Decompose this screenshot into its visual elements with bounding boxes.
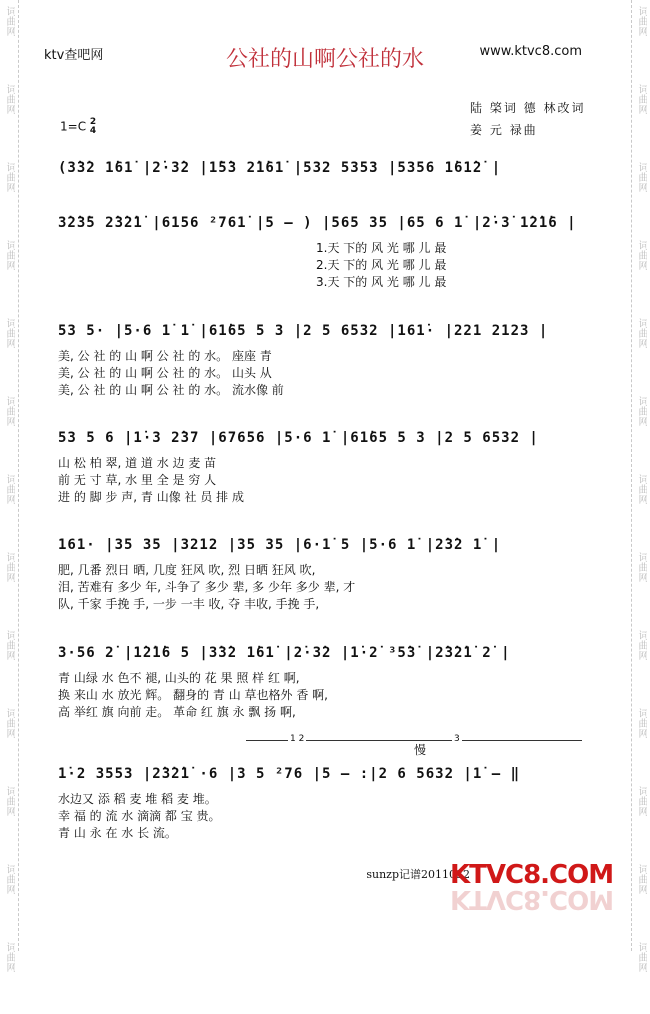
ktvc8-logo — [450, 860, 614, 926]
watermark-mark: 词曲网 — [636, 240, 647, 270]
lyric-line: 3.天 下的 风 光 哪 儿 最 — [316, 275, 447, 289]
site-url: www.ktvc8.com — [479, 44, 582, 59]
logo-reflection: KTVC8.COM — [450, 884, 614, 914]
lyric-line: 1.天 下的 风 光 哪 儿 最 — [316, 241, 447, 255]
score-row: 53 5 6 |1̇·3 2̇37 |67656 |5·6 1̇ |61̇65 5 3 |2 5 6532 | — [58, 430, 539, 446]
key-signature — [60, 118, 96, 136]
lyricist-credit: 陆 棨词 德 林改词 — [470, 101, 586, 115]
lyric-line: 肥, 几番 烈日 晒, 几度 狂风 吹, 烈 日晒 狂风 吹, — [58, 563, 316, 577]
watermark-mark: 词曲网 — [4, 786, 15, 816]
time-bottom: 4 — [89, 126, 97, 136]
lyric-line: 幸 福 的 流 水 滴滴 都 宝 贵。 — [58, 809, 221, 823]
watermark-mark: 词曲网 — [4, 240, 15, 270]
score-row: 3̇2̇3̇5 2̇3̇2̇1̇ |6156 ²761̇ |5 – ) |565 35 |65 6 1̇ |2̇·3̇ 1̇2̇1̇6 | — [58, 215, 577, 231]
score-row: 53 5· |5·6 1̇ 1̇ |61̇65 5 3 |2 5 6532 |161̇· |221 2123 | — [58, 323, 549, 339]
watermark-mark: 词曲网 — [636, 552, 647, 582]
lyric-line: 青 山绿 水 色不 褪, 山头的 花 果 照 样 红 啊, — [58, 671, 300, 685]
score-row: 1̇·2 3553 |2̇3̇2̇1̇ ·6 |3 5 ²76 |5 – :|2 6 5632 |1̇ – ‖ — [58, 766, 521, 782]
lyric-line: 换 来山 水 放光 辉。 翻身的 青 山 草也格外 香 啊, — [58, 688, 328, 702]
lyric-line: 美, 公 社 的 山 啊 公 社 的 水。 流水像 前 — [58, 383, 284, 397]
left-watermark-strip — [0, 0, 19, 972]
time-signature — [90, 118, 96, 136]
watermark-mark: 词曲网 — [636, 396, 647, 426]
lyric-line: 前 无 寸 草, 水 里 全 是 穷 人 — [58, 473, 217, 487]
watermark-mark: 词曲网 — [4, 942, 15, 972]
watermark-mark: 词曲网 — [636, 630, 647, 660]
credits — [470, 97, 585, 141]
watermark-mark: 词曲网 — [4, 552, 15, 582]
watermark-mark: 词曲网 — [4, 318, 15, 348]
lyric-line: 青 山 永 在 水 长 流。 — [58, 826, 177, 840]
score-row: (3̇3̇2 1̇61̇ |2̇·3̇2 |1̇5̇3 2̇1̇61̇ |532 5353 |5356 1̇61̇2̇ | — [58, 160, 502, 176]
volta-bracket-2 — [408, 740, 582, 741]
watermark-mark: 词曲网 — [4, 708, 15, 738]
watermark-mark: 词曲网 — [4, 162, 15, 192]
watermark-mark: 词曲网 — [636, 318, 647, 348]
brand-label: ktv查吧网 — [44, 48, 104, 63]
watermark-mark: 词曲网 — [636, 162, 647, 192]
watermark-mark: 词曲网 — [636, 6, 647, 36]
watermark-mark: 词曲网 — [4, 6, 15, 36]
right-watermark-strip — [631, 0, 650, 972]
song-title: 公社的山啊公社的水 — [225, 47, 424, 72]
watermark-mark: 词曲网 — [4, 396, 15, 426]
lyric-line: 队, 千家 手挽 手, 一步 一丰 收, 夺 丰收, 手挽 手, — [58, 597, 320, 611]
time-top: 2 — [89, 117, 97, 127]
watermark-mark: 词曲网 — [636, 84, 647, 114]
score-row: 161· |35 35 |3212 |35 35 |6·1̇ 5 |5·6 1̇ |2̇3̇2 1̇ | — [58, 537, 502, 553]
watermark-mark: 词曲网 — [4, 630, 15, 660]
lyric-line: 高 举红 旗 向前 走。 革命 红 旗 永 飘 扬 啊, — [58, 705, 296, 719]
lyric-line: 美, 公 社 的 山 啊 公 社 的 水。 山头 从 — [58, 366, 272, 380]
lyric-line: 水边又 添 稻 麦 堆 稻 麦 堆。 — [58, 792, 217, 806]
watermark-mark: 词曲网 — [4, 474, 15, 504]
volta-label-1: 1 2 — [290, 734, 305, 744]
composer-credit: 姜 元 禄曲 — [470, 123, 538, 137]
watermark-mark: 词曲网 — [636, 786, 647, 816]
lyric-line: 进 的 脚 步 声, 青 山像 社 员 排 成 — [58, 490, 244, 504]
watermark-mark: 词曲网 — [636, 942, 647, 972]
lyric-line: 泪, 苦难有 多少 年, 斗争了 多少 辈, 多 少年 多少 辈, 才 — [58, 580, 356, 594]
score-row: 3·56 2̇ |1̇2̇1̇6 5 |3̇3̇2 1̇61̇ |2̇·3̇2 |1̇·2̇ ³5̇3̇ |2̇3̇2̇1̇ 2̇ | — [58, 645, 511, 661]
notation-credit: sunzp记谱2011032 — [366, 868, 470, 881]
lyric-line: 2.天 下的 风 光 哪 儿 最 — [316, 258, 447, 272]
key-prefix: 1=C — [60, 119, 87, 134]
watermark-mark: 词曲网 — [636, 708, 647, 738]
lyric-line: 山 松 柏 翠, 道 道 水 边 麦 苗 — [58, 456, 217, 470]
volta-bracket-1 — [246, 740, 408, 741]
watermark-mark: 词曲网 — [4, 84, 15, 114]
lyric-line: 美, 公 社 的 山 啊 公 社 的 水。 座座 青 — [58, 349, 272, 363]
logo-text: KTVC8.COM — [450, 860, 614, 890]
watermark-mark: 词曲网 — [636, 864, 647, 894]
watermark-mark: 词曲网 — [636, 474, 647, 504]
volta-label-2: 3 — [454, 734, 460, 744]
watermark-mark: 词曲网 — [4, 864, 15, 894]
tempo-mark: 慢 — [414, 743, 427, 757]
